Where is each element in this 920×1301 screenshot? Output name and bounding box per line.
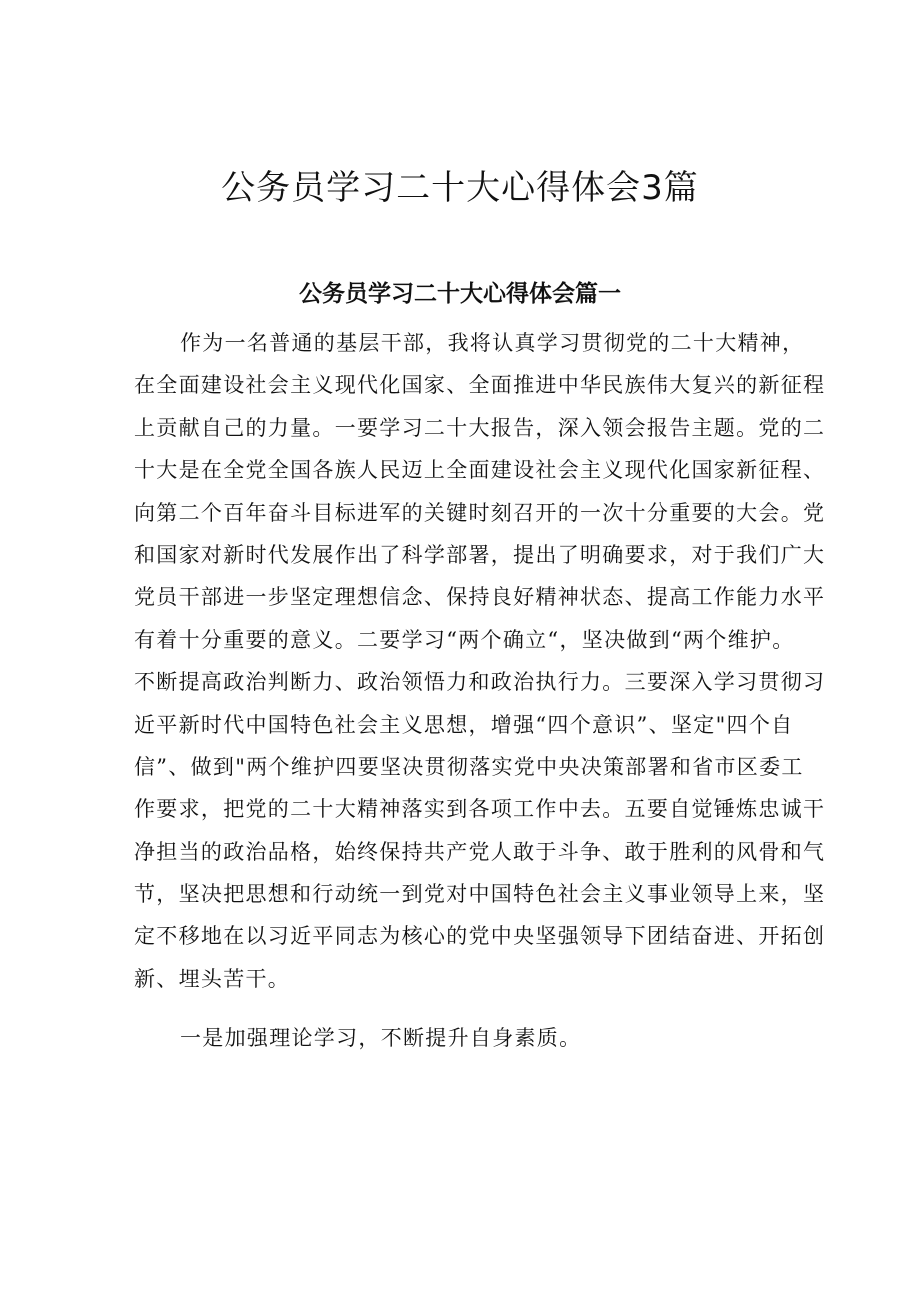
- paragraph-line: 新、埋头苦干。: [134, 966, 291, 991]
- paragraph-line: 净担当的政治品格，始终保持共产党人敢于斗争、敢于胜利的风骨和气: [134, 839, 826, 864]
- paragraph-line: 作要求，把党的二十大精神落实到各项工作中去。五要自觉锤炼忠诚干: [134, 797, 826, 822]
- paragraph-line: 定不移地在以习近平同志为核心的党中央坚强领导下团结奋进、开拓创: [134, 924, 826, 949]
- paragraph-line: 作为一名普通的基层干部，我将认真学习贯彻党的二十大精神，: [180, 331, 805, 355]
- paragraph-line: 向第二个百年奋斗目标进军的关键时刻召开的一次十分重要的大会。党: [134, 500, 826, 525]
- paragraph-line: 有着十分重要的意义。二要学习“两个确立“，坚决做到“两个维护。: [134, 627, 795, 652]
- paragraph-line: 在全面建设社会主义现代化国家、全面推进中华民族伟大复兴的新征程: [134, 373, 826, 398]
- paragraph-line: 和国家对新时代发展作出了科学部署，提出了明确要求，对于我们广大: [134, 542, 826, 567]
- paragraph-line: 十大是在全党全国各族人民迈上全面建设社会主义现代化国家新征程、: [134, 458, 826, 483]
- section-heading: 公务员学习二十大心得体会篇一: [299, 281, 621, 307]
- paragraph-line: 近平新时代中国特色社会主义思想，增强“四个意识”、坚定"四个自: [134, 712, 794, 737]
- paragraph-line: 节，坚决把思想和行动统一到党对中国特色社会主义事业领导上来，坚: [134, 882, 826, 907]
- paragraph-line: 一是加强理论学习，不断提升自身素质。: [180, 1026, 582, 1051]
- document-title: 公务员学习二十大心得体会3篇: [221, 168, 699, 208]
- paragraph-line: 不断提高政治判断力、政治领悟力和政治执行力。三要深入学习贯彻习: [134, 670, 826, 695]
- paragraph-1: [134, 322, 826, 1000]
- paragraph-line: 党员干部进一步坚定理想信念、保持良好精神状态、提高工作能力水平: [134, 585, 826, 610]
- paragraph-2: [134, 1017, 814, 1059]
- paragraph-line: 信”、做到"两个维护四要坚决贯彻落实党中央决策部署和省市区委工: [134, 754, 804, 779]
- paragraph-line: 上贡献自己的力量。一要学习二十大报告，深入领会报告主题。党的二: [134, 415, 826, 440]
- document-body: [134, 322, 826, 1060]
